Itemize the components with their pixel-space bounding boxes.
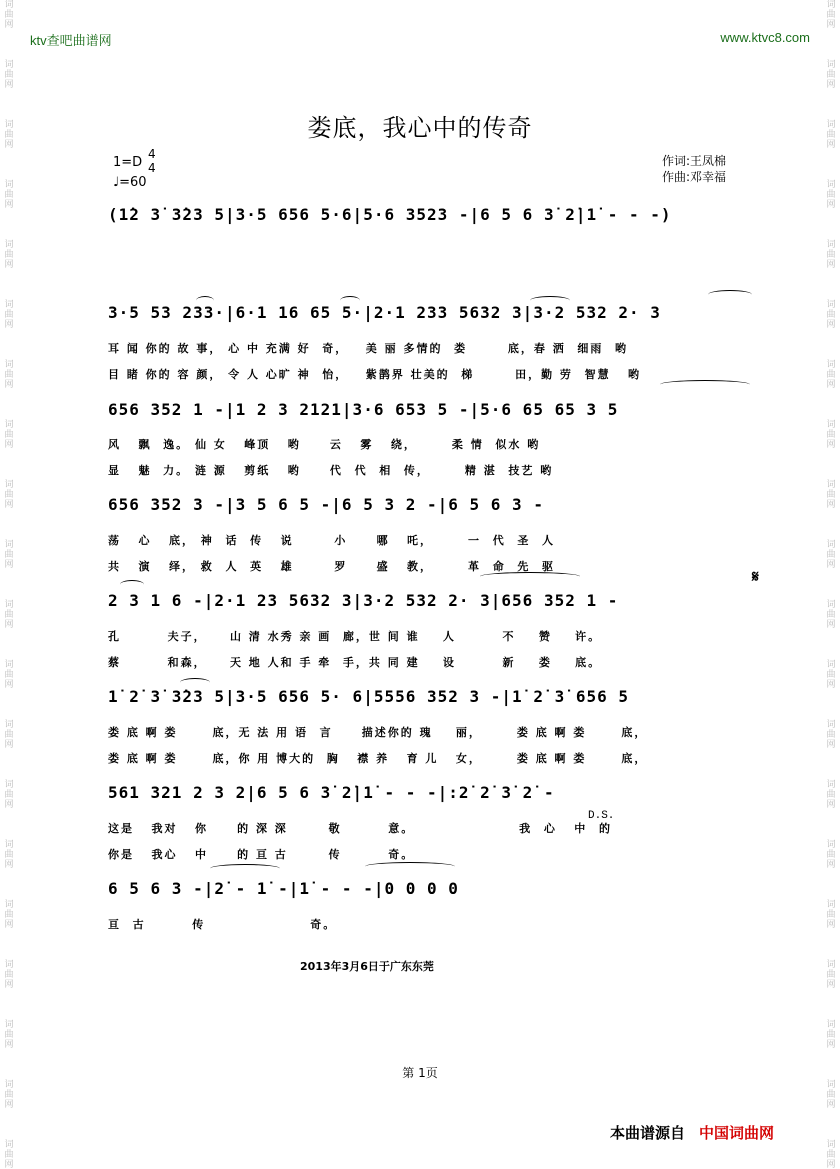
tie xyxy=(120,580,144,589)
lyric-5-verse-2: 娄 底 啊 娄 底，你 用 博大的 胸 襟 养 育 儿 女， 娄 底 啊 娄 底， xyxy=(108,752,648,765)
watermark-text: 词 曲 网 xyxy=(4,420,14,450)
watermark-text: 词 曲 网 xyxy=(826,720,836,750)
tempo-mark: ♩=60 xyxy=(113,175,147,190)
watermark-text: 词 曲 网 xyxy=(4,60,14,90)
score-line-3: 656 352 3 -|3 5 6 5 -|6 5 3 2 -|6 5 6 3 - xyxy=(108,495,544,514)
tie xyxy=(708,290,752,299)
watermark-text: 词 曲 网 xyxy=(4,240,14,270)
lyric-1-verse-2: 目 睹 你的 容 颜， 令 人 心旷 神 怡， 紫鹊界 壮美的 梯 田，勤 劳 智慧 哟 xyxy=(108,368,642,381)
watermark-text: 词 曲 网 xyxy=(4,960,14,990)
watermark-text: 词 曲 网 xyxy=(4,780,14,810)
watermark-text: 词 曲 网 xyxy=(826,240,836,270)
lyric-6-verse-1: 这是 我对 你 的 深 深 敬 意。 我 心 中 的 xyxy=(108,822,612,835)
watermark-text: 词 曲 网 xyxy=(4,540,14,570)
tie xyxy=(210,864,280,873)
watermark-text: 词 曲 网 xyxy=(826,0,836,30)
credits xyxy=(662,153,726,185)
watermark-text: 词 曲 网 xyxy=(826,420,836,450)
watermark-text: 词 曲 网 xyxy=(4,1140,14,1169)
score-line-5: 1̇ 2̇ 3̇ 3̇23 5|3·5 656 5· 6|5556 352 3 -|1̇ 2̇ 3̇ 656 5 xyxy=(108,687,630,706)
watermark-text: 词 曲 网 xyxy=(826,780,836,810)
watermark-text: 词 曲 网 xyxy=(4,1020,14,1050)
watermark-text: 词 曲 网 xyxy=(826,540,836,570)
score-line-1: 3·5 53 233·|6·1 16 65 5·|2·1 233 5632 3|3·2 532 2· 3 xyxy=(108,303,661,322)
watermark-text: 词 曲 网 xyxy=(826,60,836,90)
watermark-text: 词 曲 网 xyxy=(4,360,14,390)
lyric-6-verse-2: 你是 我心 中 的 亘 古 传 奇。 xyxy=(108,848,415,861)
lyric-1-verse-1: 耳 闻 你的 故 事， 心 中 充满 好 奇， 美 丽 多情的 娄 底，春 洒 细雨 哟 xyxy=(108,342,629,355)
score-line-4: 2 3 1 6 -|2·1 23 5632 3|3·2 532 2· 3|656 352 1 - xyxy=(108,591,619,610)
time-bottom: 4 xyxy=(148,161,156,175)
source-brand[interactable]: 中国词曲网 xyxy=(699,1124,775,1142)
lyric-4-verse-2: 蔡 和森， 天 地 人和 手 牵 手，共 同 建 设 新 娄 底。 xyxy=(108,656,602,669)
watermark-text: 词 曲 网 xyxy=(826,180,836,210)
lyric-4-verse-1: 孔 夫子， 山 清 水秀 亲 画 廊，世 间 谁 人 不 赞 许。 xyxy=(108,630,602,643)
lyric-3-verse-2: 共 演 绎， 救 人 英 雄 罗 盛 教， 革 命 先 驱 xyxy=(108,560,556,573)
watermark-text: 词 曲 网 xyxy=(826,660,836,690)
tie xyxy=(480,572,580,581)
score-line-2: 656 352 1 -|1 2 3 2121|3·6 653 5 -|5·6 65 65 3 5 xyxy=(108,400,619,419)
watermark-text: 词 曲 网 xyxy=(826,960,836,990)
song-title: 娄底，我心中的传奇 xyxy=(307,114,533,142)
site-name-left[interactable]: ktv查吧曲谱网 xyxy=(30,33,112,48)
tie xyxy=(340,296,360,305)
lyric-2-verse-2: 显 魅 力。 涟 源 剪纸 哟 代 代 相 传， 精 湛 技艺 哟 xyxy=(108,464,554,477)
tie xyxy=(530,296,570,305)
watermark-text: 词 曲 网 xyxy=(826,1080,836,1110)
lyric-2-verse-1: 风 飘 逸。 仙 女 峰顶 哟 云 雾 绕， 柔 情 似水 哟 xyxy=(108,438,541,451)
time-top: 4 xyxy=(148,147,156,161)
watermark-text: 词 曲 网 xyxy=(826,600,836,630)
score-line-intro: (1̇2 3̇ 3̇23 5|3·5 656 5·6|5·6 3523 -|6 5 6 3̇ 2̇|1̇ - - -) xyxy=(108,205,672,224)
score-line-7: 6 5 6 3 -|2̇ - 1̇ -|1̇ - - -|0 0 0 0 xyxy=(108,879,459,898)
composer: 作曲:邓幸福 xyxy=(662,170,727,184)
key-label: 1=D xyxy=(113,155,143,170)
watermark-text: 词 曲 网 xyxy=(4,300,14,330)
tie xyxy=(660,380,750,389)
score-line-6: 561 321 2 3 2|6 5 6 3̇ 2̇|1̇ - - -|:2̇ 2̇ 3̇ 2̇ - xyxy=(108,783,555,802)
time-signature xyxy=(148,147,156,175)
watermark-left xyxy=(2,0,16,1169)
watermark-text: 词 曲 网 xyxy=(4,840,14,870)
segno-icon: 𝄋 xyxy=(752,567,759,586)
watermark-text: 词 曲 网 xyxy=(826,840,836,870)
tie xyxy=(196,296,214,305)
watermark-text: 词 曲 网 xyxy=(4,1080,14,1110)
watermark-text: 词 曲 网 xyxy=(4,120,14,150)
watermark-text: 词 曲 网 xyxy=(826,360,836,390)
watermark-text: 词 曲 网 xyxy=(4,660,14,690)
watermark-text: 词 曲 网 xyxy=(826,120,836,150)
watermark-text: 词 曲 网 xyxy=(826,480,836,510)
lyricist: 作词:王凤棉 xyxy=(662,154,727,168)
watermark-text: 词 曲 网 xyxy=(4,720,14,750)
watermark-text: 词 曲 网 xyxy=(4,180,14,210)
date-note: 2013年3月6日于广东东莞 xyxy=(300,960,434,973)
key-signature xyxy=(113,147,156,175)
source-label: 本曲谱源自 xyxy=(610,1124,686,1142)
watermark-text: 词 曲 网 xyxy=(4,900,14,930)
watermark-right xyxy=(824,0,838,1169)
tie xyxy=(180,678,210,687)
lyric-5-verse-1: 娄 底 啊 娄 底，无 法 用 语 言 描述你的 瑰 丽， 娄 底 啊 娄 底， xyxy=(108,726,648,739)
lyric-3-verse-1: 荡 心 底， 神 话 传 说 小 哪 吒， 一 代 圣 人 xyxy=(108,534,556,547)
watermark-text: 词 曲 网 xyxy=(826,300,836,330)
watermark-text: 词 曲 网 xyxy=(826,900,836,930)
page-number: 第 1页 xyxy=(402,1066,438,1080)
watermark-text: 词 曲 网 xyxy=(4,480,14,510)
watermark-text: 词 曲 网 xyxy=(826,1020,836,1050)
ds-mark: D.S. xyxy=(588,810,615,822)
watermark-text: 词 曲 网 xyxy=(4,600,14,630)
tie xyxy=(365,862,455,871)
site-url-right[interactable]: www.ktvc8.com xyxy=(720,30,810,45)
watermark-text: 词 曲 网 xyxy=(4,0,14,30)
watermark-text: 词 曲 网 xyxy=(826,1140,836,1169)
lyric-7-verse-1: 亘 古 传 奇。 xyxy=(108,918,337,931)
source-credit xyxy=(610,1122,774,1143)
